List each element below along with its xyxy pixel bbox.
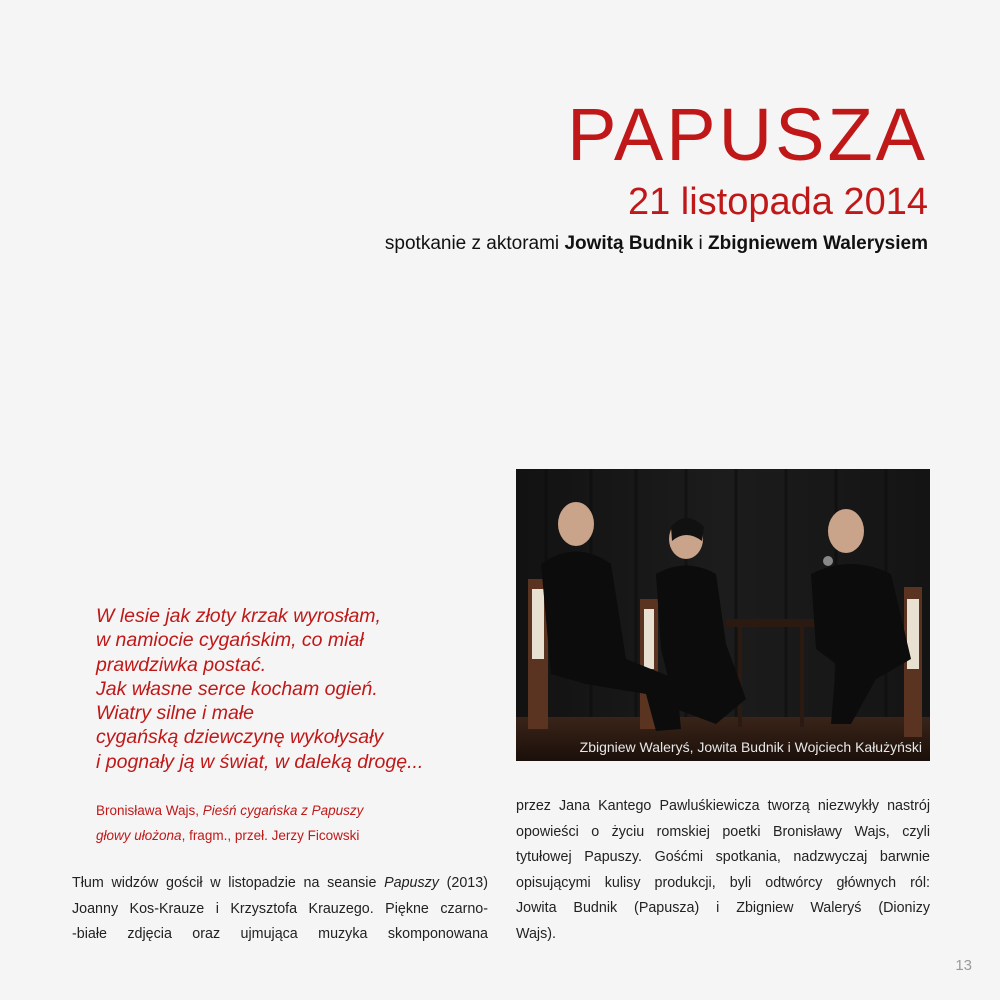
photo-illustration [516, 469, 930, 761]
poem-line: Wiatry silne i małe [96, 702, 255, 725]
attribution-rest: , fragm., przeł. Jerzy Ficowski [181, 828, 360, 843]
poem-line: W lesie jak złoty krzak wyrosłam, [96, 605, 381, 627]
photo-caption: Zbigniew Waleryś, Jowita Budnik i Wojciech Kałużyński [579, 739, 922, 755]
article-column-left [72, 871, 488, 948]
event-photo [516, 469, 930, 761]
article-line: opowieści o życiu romskiej poetki Bronisławy Wajs, czyli [516, 823, 930, 840]
page-number: 13 [955, 957, 972, 974]
article-line: przez Jana Kantego Pawluśkiewicza tworzą niezwykły nastrój [516, 798, 930, 814]
poem-quote [96, 604, 423, 774]
article-column-right [516, 794, 930, 947]
poem-line: Jak własne serce kocham ogień. [96, 677, 378, 700]
attribution-work: Pieśń cygańska z Papuszy [202, 803, 364, 818]
page-title: PAPUSZA [567, 93, 928, 176]
actor-name-1: Jowitą Budnik [564, 233, 694, 254]
attribution-work-2: głowy ułożona [96, 828, 182, 843]
article-text: Tłum widzów gościł w listopadzie na seansie [72, 875, 385, 891]
article-line [72, 871, 488, 897]
article-line: Joanny Kos-Krauze i Krzysztofa Krauzego. Piękne czarno- [72, 900, 488, 917]
event-date: 21 listopada 2014 [627, 181, 928, 223]
poem-line: i pognały ją w świat, w daleką drogę... [96, 750, 424, 773]
attribution-author: Bronisława Wajs, [96, 803, 203, 818]
subtitle-mid: i [693, 233, 709, 254]
subtitle-prefix: spotkanie z aktorami [384, 233, 565, 254]
poem-line: cygańską dziewczynę wykołysały [96, 726, 384, 749]
event-subtitle [385, 233, 928, 255]
article-line: -białe zdjęcia oraz ujmująca muzyka skomponowana [72, 926, 488, 942]
film-title: Papuszy [384, 875, 439, 891]
poem-attribution [96, 798, 363, 848]
article-line: opisującymi kulisy produkcji, byli odtwórcy głównych ról: [516, 874, 930, 891]
poem-line: prawdziwka postać. [96, 653, 267, 676]
poem-line: w namiocie cygańskim, co miał [96, 629, 364, 652]
article-line: Jowita Budnik (Papusza) i Zbigniew Waleryś (Dionizy [516, 900, 930, 916]
actor-name-2: Zbigniewem Walerysiem [708, 233, 928, 254]
article-text: (2013) [438, 875, 488, 891]
article-line: tytułowej Papuszy. Gośćmi spotkania, nadzwyczaj barwnie [516, 849, 930, 865]
article-line: Wajs). [516, 925, 556, 942]
